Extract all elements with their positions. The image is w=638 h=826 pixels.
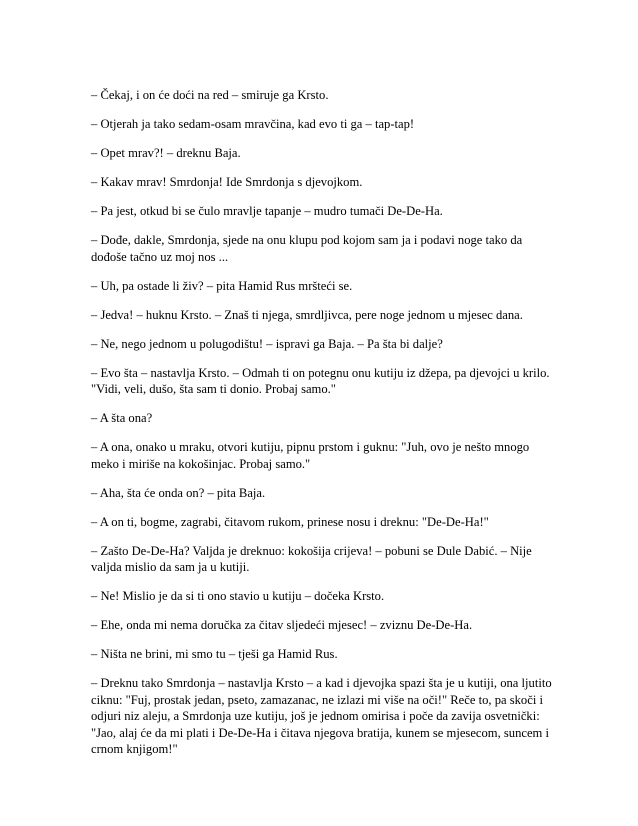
paragraph: – Dođe, dakle, Smrdonja, sjede na onu klupu pod kojom sam ja i podavi noge tako da dođoše tačno uz moj nos ...: [91, 233, 523, 264]
paragraph: – A on ti, bogme, zagrabi, čitavom rukom, prinese nosu i dreknu: "De-De-Ha!": [91, 514, 489, 529]
paragraph: – Čekaj, i on će doći na red – smiruje ga Krsto.: [91, 88, 329, 102]
paragraph: – Opet mrav?! – dreknu Baja.: [91, 146, 241, 160]
paragraph: – Pa jest, otkud bi se čulo mravlje tapanje – mudro tumači De-De-Ha.: [91, 204, 443, 218]
paragraph: – Zašto De-De-Ha? Valjda je dreknuo: kokošija crijeva! – pobuni se Dule Dabić. – Nije valjda mislio da sam ja u kutiji.: [91, 543, 532, 574]
paragraph: – Aha, šta će onda on? – pita Baja.: [91, 485, 266, 500]
paragraph: – Jedva! – huknu Krsto. – Znaš ti njega, smrdljivca, pere noge jednom u mjesec dana.: [91, 307, 523, 322]
paragraph: – Evo šta – nastavlja Krsto. – Odmah ti on potegnu onu kutiju iz džepa, pa djevojci u krilo. "Vidi, veli, dušo, šta sam ti donio. Probaj samo.": [91, 365, 550, 396]
paragraph: – Ehe, onda mi nema doručka za čitav sljedeći mjesec! – zviznu De-De-Ha.: [91, 618, 473, 632]
paragraph: – Kakav mrav! Smrdonja! Ide Smrdonja s djevojkom.: [91, 175, 363, 189]
paragraph: – Otjerah ja tako sedam-osam mravčina, kad evo ti ga – tap-tap!: [91, 117, 415, 131]
paragraph: – Dreknu tako Smrdonja – nastavlja Krsto – a kad i djevojka spazi šta je u kutiji, ona ljutito ciknu: "Fuj, prostak jedan, pseto, zamazanac, ne izlazi mi više na oči!" Reče to, pa skoči i odjuri niz aleju, a Smrdonja uze kutiju, još je jednom omirisa i poče da zavija osvetnički: "Jao, alaj će da mi plati i De-De-Ha i čitava njegova bratija, kunem se mjesecom, suncem i crnom knjigom!": [91, 676, 552, 756]
paragraph: – A ona, onako u mraku, otvori kutiju, pipnu prstom i guknu: "Juh, ovo je nešto mnogo meko i miriše na kokošinjac. Probaj samo.": [91, 440, 530, 471]
paragraph: – A šta ona?: [91, 411, 153, 425]
paragraph: – Uh, pa ostade li živ? – pita Hamid Rus mršteći se.: [91, 278, 353, 293]
paragraph: – Ništa ne brini, mi smo tu – tješi ga Hamid Rus.: [91, 647, 338, 661]
paragraph: – Ne! Mislio je da si ti ono stavio u kutiju – dočeka Krsto.: [91, 589, 385, 603]
document-body: [91, 87, 553, 770]
paragraph: – Ne, nego jednom u polugodištu! – ispravi ga Baja. – Pa šta bi dalje?: [91, 336, 443, 351]
